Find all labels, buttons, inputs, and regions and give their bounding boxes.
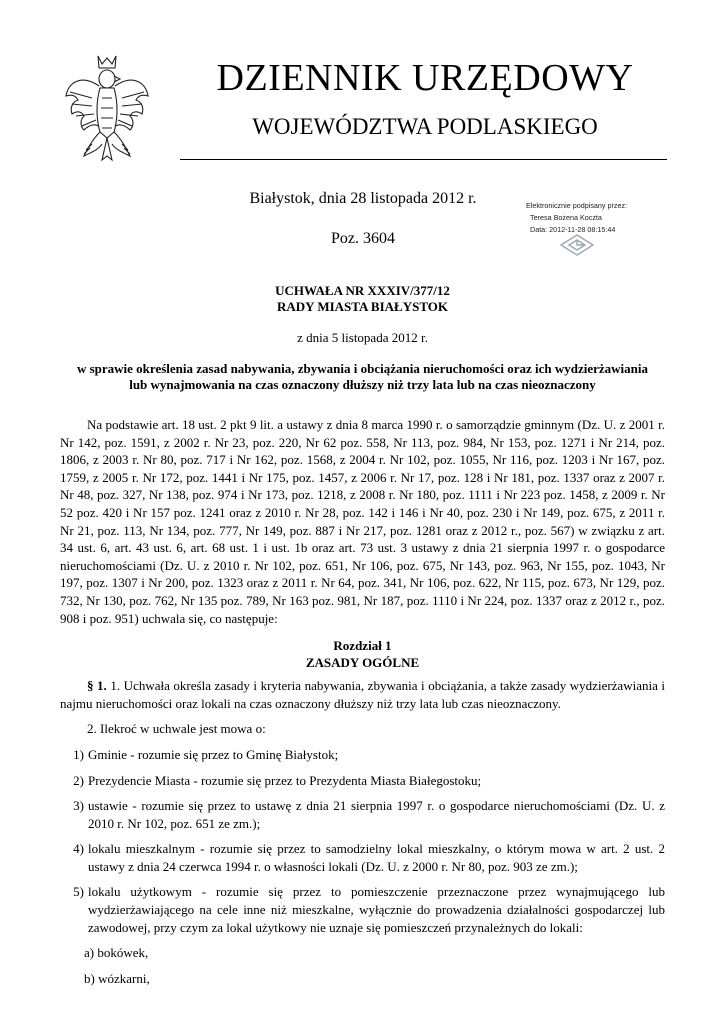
definition-item xyxy=(60,746,665,764)
place-and-date: Białystok, dnia 28 listopada 2012 r. xyxy=(249,190,477,207)
subject-line-1: w sprawie określenia zasad nabywania, zbywania i obciążania nieruchomości oraz ich wydzierżawiania xyxy=(76,361,649,376)
definition-item xyxy=(60,772,665,790)
journal-title: DZIENNIK URZĘDOWY xyxy=(216,57,634,99)
eagle-emblem-icon xyxy=(62,52,152,164)
definition-number: 5) xyxy=(73,884,84,900)
resolution-subject xyxy=(60,361,665,393)
section-1-paragraph-1 xyxy=(60,677,665,712)
chapter-heading xyxy=(60,637,665,671)
masthead-divider xyxy=(180,159,667,160)
sub-item: a) bokówek, xyxy=(84,945,149,961)
resolution-number: UCHWAŁA NR XXXIV/377/12 xyxy=(275,283,450,298)
resolution-date: z dnia 5 listopada 2012 r. xyxy=(297,330,428,345)
resolution-body: RADY MIASTA BIAŁYSTOK xyxy=(277,299,448,314)
chapter-label: Rozdział 1 xyxy=(333,638,392,654)
journal-subtitle: WOJEWÓDZTWA PODLASKIEGO xyxy=(252,114,598,139)
definition-text: ustawie - rozumie się przez to ustawę z dnia 21 sierpnia 1997 r. o gospodarce nieruchomościami (Dz. U. z 2010 r. Nr 102, poz. 651 ze zm.); xyxy=(88,798,665,831)
definition-text: lokalu użytkowym - rozumie się przez to pomieszczenie przeznaczone przez wynajmującego lub wydzierżawiającego na cele inne niż mieszkalne, wyłącznie do prowadzenia działalności gospodarczej lub zawodowej, przy czym za lokal użytkowy nie uznaje się pomieszczeń przynależnych do lokali: xyxy=(88,884,665,935)
signature-check-icon xyxy=(557,232,597,258)
definition-number: 3) xyxy=(73,798,84,814)
esign-signer: Teresa Bożena Koczta xyxy=(530,213,602,222)
section-marker: § 1. xyxy=(87,678,107,694)
esign-label: Elektronicznie podpisany przez: xyxy=(526,201,628,210)
resolution-heading xyxy=(60,283,665,315)
definition-text: lokalu mieszkalnym - rozumie się przez to samodzielny lokal mieszkalny, o którym mowa w art. 2 ust. 2 ustawy z dnia 24 czerwca 1994 r. o własności lokali (Dz. U. z 2000 r. Nr 80, poz. 903 ze zm.); xyxy=(88,841,665,874)
section-1-text: 1. Uchwała określa zasady i kryteria nabywania, zbywania i obciążania, a także zasady wydzierżawiania i najmu nieruchomości oraz lokali na czas oznaczony dłuższy niż trzy lata lub czas nieoznaczony. xyxy=(60,678,666,711)
definition-item xyxy=(60,797,665,832)
position-number: Poz. 3604 xyxy=(331,230,395,247)
chapter-title: ZASADY OGÓLNE xyxy=(305,655,420,671)
definition-item xyxy=(60,840,665,875)
electronic-signature xyxy=(526,200,706,236)
definition-text: Gminie - rozumie się przez to Gminę Białystok; xyxy=(88,746,339,762)
subject-line-2: lub wynajmowania na czas oznaczony dłuższy niż trzy lata lub na czas nieoznaczony xyxy=(129,377,596,392)
definition-item xyxy=(60,883,665,936)
esign-date: Data: 2012-11-28 08:15:44 xyxy=(530,225,616,234)
definition-text: Prezydencie Miasta - rozumie się przez to Prezydenta Miasta Białegostoku; xyxy=(88,772,482,788)
definition-number: 1) xyxy=(73,746,84,762)
section-1-paragraph-2: 2. Ilekroć w uchwale jest mowa o: xyxy=(87,721,266,737)
definition-number: 4) xyxy=(73,841,84,857)
definition-number: 2) xyxy=(73,772,84,788)
sub-item: b) wózkarni, xyxy=(84,970,150,986)
document-body xyxy=(60,416,665,987)
legal-basis: Na podstawie art. 18 ust. 2 pkt 9 lit. a ustawy z dnia 8 marca 1990 r. o samorządzie gminnym (Dz. U. z 2001 r. Nr 142, poz. 1591, z 2002 r. Nr 23, poz. 220, Nr 62 poz. 558, Nr 113, poz. 984, Nr 153, poz. 1271 i Nr 214, poz. 1806, z 2003 r. Nr 80, poz. 717 i Nr 162, poz. 1568, z 2004 r. Nr 102, poz. 1055, Nr 116, poz. 1203 i Nr 167, poz. 1759, z 2005 r. Nr 172, poz. 1441 i Nr 175, poz. 1457, z 2006 r. Nr 17, poz. 128 i Nr 181, poz. 1337 oraz z 2007 r. Nr 48, poz. 327, Nr 138, poz. 974 i Nr 173, poz. 1218, z 2008 r. Nr 180, poz. 1111 i Nr 223 poz. 1458, z 2009 r. Nr 52 poz. 420 i Nr 157 poz. 1241 oraz z 2010 r. Nr 28, poz. 142 i 146 i Nr 40, poz. 230 i Nr 149, poz. 675, z 2011 r. Nr 21, poz. 113, Nr 134, poz. 777, Nr 149, poz. 887 i Nr 217, poz. 1281 oraz z 2012 r., poz. 567) w związku z art. 34 ust. 6, art. 43 ust. 6, art. 68 ust. 1 i ust. 1b oraz art. 73 ust. 3 ustawy z dnia 21 sierpnia 1997 r. o gospodarce nieruchomościami (Dz. U. z 2010 r. Nr 102, poz. 651, Nr 106, poz. 675, Nr 143, poz. 963, Nr 155, poz. 1043, Nr 197, poz. 1307 i Nr 200, poz. 1323 oraz z 2011 r. Nr 64, poz. 341, Nr 106, poz. 622, Nr 115, poz. 673, Nr 129, poz. 732, Nr 130, poz. 762, Nr 135 poz. 789, Nr 163 poz. 981, Nr 187, poz. 1110 i Nr 224, poz. 1337 oraz z 2012 r., poz. 908 i poz. 951) uchwala się, co następuje: xyxy=(60,417,665,626)
